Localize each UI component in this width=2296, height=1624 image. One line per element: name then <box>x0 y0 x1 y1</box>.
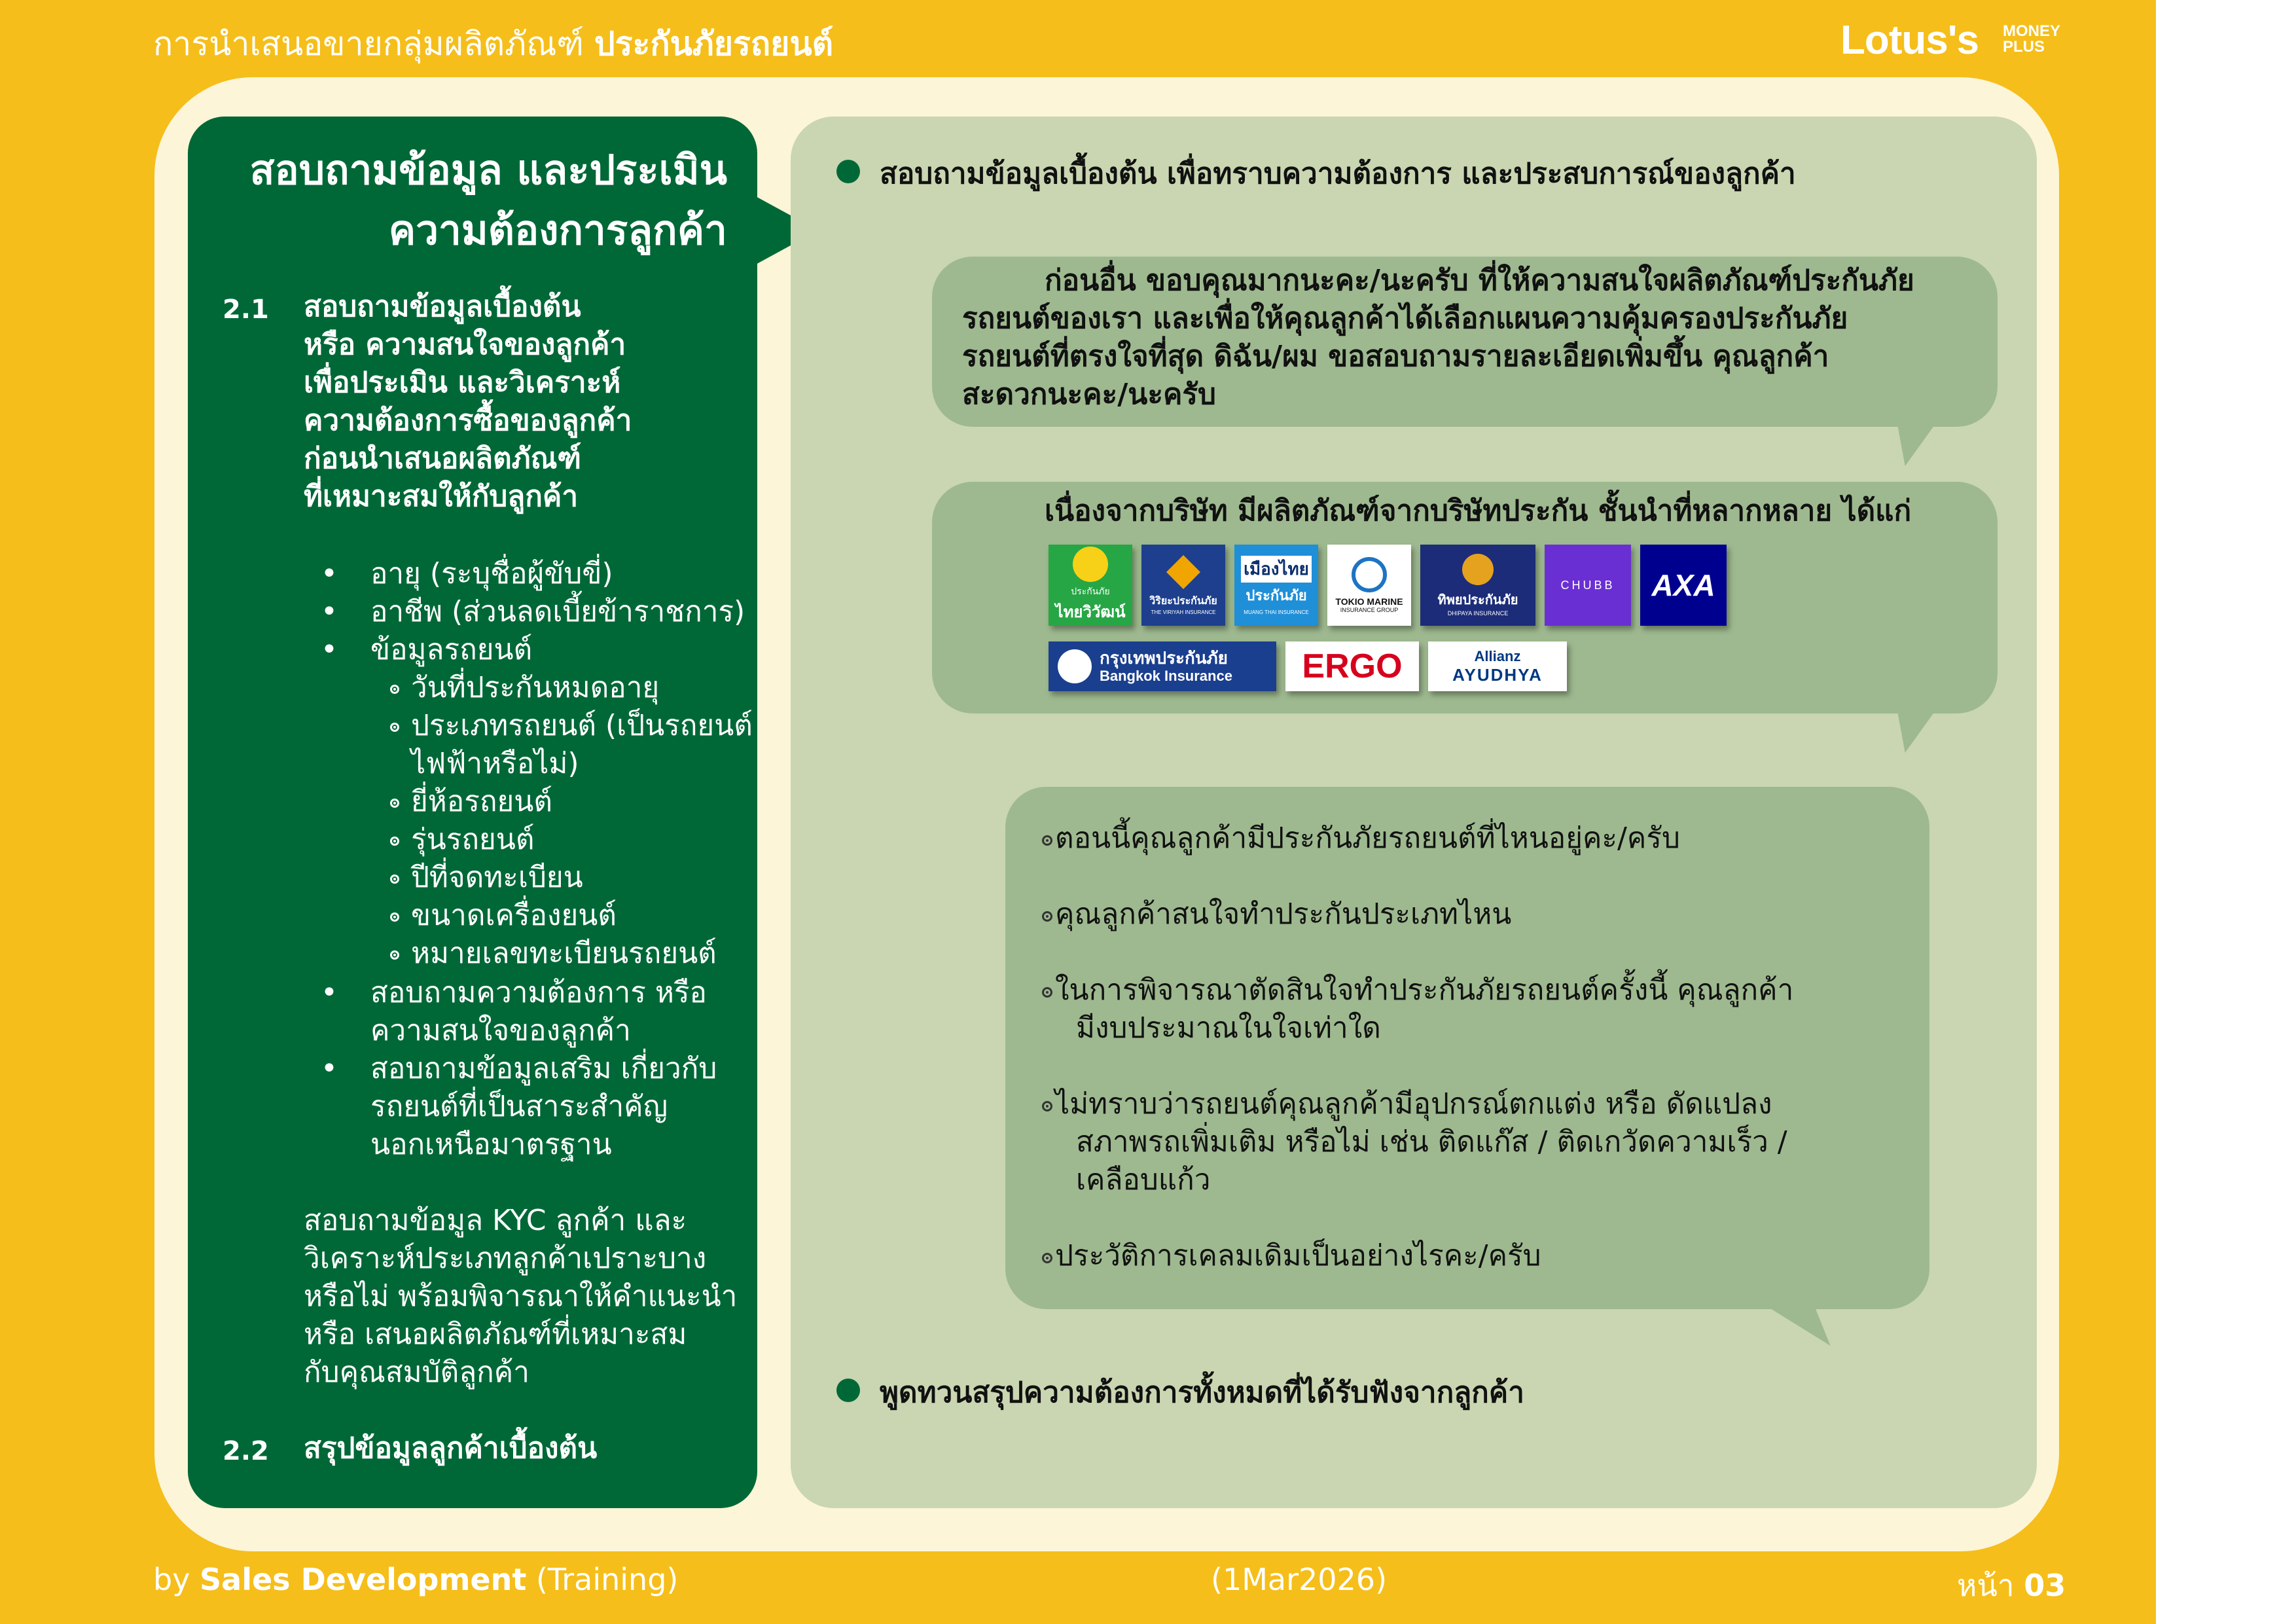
sub-car-model: รุ่นรถยนต์ <box>411 823 535 856</box>
question-1-line-1: ตอนนี้คุณลูกค้ามีประกันภัยรถยนต์ที่ไหนอยู่คะ/ครับ <box>1055 821 1680 855</box>
question-bullet-icon <box>1042 835 1052 846</box>
section-2-1-line-1: สอบถามข้อมูลเบื้องต้น <box>304 290 581 323</box>
sub-bullet-icon <box>390 799 399 808</box>
viriyah-en-text: THE VIRIYAH INSURANCE <box>1151 609 1216 615</box>
thaivivat-emblem <box>1073 547 1108 582</box>
sub-car-type-1: ประเภทรถยนต์ (เป็นรถยนต์ <box>411 709 753 742</box>
muangthai-logo <box>1234 545 1318 626</box>
question-5-line-1: ประวัติการเคลมเดิมเป็นอย่างไรคะ/ครับ <box>1055 1239 1541 1272</box>
bullet-extra-2: รถยนต์ที่เป็นสาระสำคัญ <box>370 1090 668 1123</box>
left-title-line-2: ความต้องการลูกค้า <box>388 206 727 254</box>
brand-subtitle <box>2003 24 2060 55</box>
sub-bullet-icon <box>390 685 399 694</box>
sub-engine-size: ขนาดเครื่องยนต์ <box>411 899 617 932</box>
question-4-line-1: ไม่ทราบว่ารถยนต์คุณลูกค้ามีอุปกรณ์ตกแต่ง หรือ ดัดแปลง <box>1055 1087 1772 1121</box>
section-2-1-line-4: ความต้องการซื้อของลูกค้า <box>304 404 632 437</box>
dhipaya-emblem <box>1462 554 1494 585</box>
muangthai-text-2: ประกันภัย <box>1246 586 1307 604</box>
footer-team: Sales Development <box>200 1562 527 1597</box>
question-bullet-icon <box>1042 911 1052 922</box>
bullet-marker: • <box>321 1052 338 1085</box>
tokio-marine-text-1: TOKIO MARINE <box>1335 596 1403 607</box>
dhipaya-text: ทิพยประกันภัย <box>1437 593 1518 607</box>
question-bullet-icon <box>1042 1101 1052 1111</box>
kyc-line-4: หรือ เสนอผลิตภัณฑ์ที่เหมาะสม <box>304 1318 687 1351</box>
footer-page-label: หน้า <box>1957 1568 2015 1603</box>
bullet-age: อายุ (ระบุชื่อผู้ขับขี่) <box>370 557 613 590</box>
question-3-line-2: มีงบประมาณในใจเท่าใด <box>1076 1011 1381 1045</box>
viriyah-emblem <box>1166 555 1200 589</box>
section-2-2-number: 2.2 <box>223 1436 269 1466</box>
tokio-marine-text-2: INSURANCE GROUP <box>1340 607 1399 613</box>
sub-plate-number: หมายเลขทะเบียนรถยนต์ <box>411 937 717 970</box>
chubb-text: CHUBB <box>1560 578 1615 592</box>
section-2-1-line-3: เพื่อประเมิน และวิเคราะห์ <box>304 366 621 399</box>
footer-credit <box>153 1562 678 1597</box>
speech-bubble-questions <box>1005 787 1929 1309</box>
bullet-car-info: ข้อมูลรถยนต์ <box>370 633 533 666</box>
section-2-1-line-5: ก่อนนำเสนอผลิตภัณฑ์ <box>304 442 581 475</box>
heading-bullet-icon <box>836 160 860 183</box>
ayudhya-text: AYUDHYA <box>1452 665 1543 685</box>
insurers-intro: เนื่องจากบริษัท มีผลิตภัณฑ์จากบริษัทประกัน ชั้นนำที่หลากหลาย ได้แก่ <box>1045 494 1912 528</box>
footer-training: (Training) <box>535 1562 679 1597</box>
footer-page-num: 03 <box>2024 1568 2066 1603</box>
header-title-prefix: การนำเสนอขายกลุ่มผลิตภัณฑ์ <box>153 25 584 63</box>
section-2-2-text: สรุปข้อมูลลูกค้าเบื้องต้น <box>304 1432 598 1465</box>
right-heading-2: พูดทวนสรุปความต้องการทั้งหมดที่ได้รับฟังจากลูกค้า <box>880 1376 1524 1409</box>
footer-by: by <box>153 1562 190 1597</box>
section-2-1-line-6: ที่เหมาะสมให้กับลูกค้า <box>304 480 579 513</box>
sub-car-brand: ยี่ห้อรถยนต์ <box>411 785 552 818</box>
question-bullet-icon <box>1042 987 1052 998</box>
right-heading-1: สอบถามข้อมูลเบื้องต้น เพื่อทราบความต้องการ และประสบการณ์ของลูกค้า <box>880 157 1796 190</box>
bullet-needs-2: ความสนใจของลูกค้า <box>370 1014 631 1047</box>
sub-bullet-icon <box>390 950 399 960</box>
bullet-extra-1: สอบถามข้อมูลเสริม เกี่ยวกับ <box>370 1052 717 1085</box>
muangthai-en-text: MUANG THAI INSURANCE <box>1244 609 1309 615</box>
thaivivat-logo <box>1049 545 1132 626</box>
section-2-1-number: 2.1 <box>223 295 269 325</box>
kyc-line-3: หรือไม่ พร้อมพิจารณาให้คำแนะนำ <box>304 1280 738 1313</box>
sub-reg-year: ปีที่จดทะเบียน <box>411 861 583 894</box>
bangkok-insurance-en-text: Bangkok Insurance <box>1100 668 1232 684</box>
sub-bullet-icon <box>390 875 399 884</box>
page-header-title <box>153 18 833 70</box>
bullet-marker: • <box>321 633 338 666</box>
muangthai-text-1: เมืองไทย <box>1241 556 1312 583</box>
bullet-marker: • <box>321 976 338 1009</box>
bullet-extra-3: นอกเหนือมาตรฐาน <box>370 1128 612 1161</box>
sub-bullet-icon <box>390 912 399 922</box>
bullet-needs-1: สอบถามความต้องการ หรือ <box>370 976 707 1009</box>
bullet-occupation: อาชีพ (ส่วนลดเบี้ยข้าราชการ) <box>370 595 745 628</box>
brand-name: Lotus's <box>1840 18 1979 63</box>
section-2-1-line-2: หรือ ความสนใจของลูกค้า <box>304 328 626 361</box>
sub-bullet-icon <box>390 837 399 846</box>
ergo-text: ERGO <box>1302 647 1403 685</box>
allianz-ayudhya-logo <box>1428 641 1567 691</box>
dhipaya-en-text: DHIPAYA INSURANCE <box>1447 610 1509 617</box>
viriyah-text: วิริยะประกันภัย <box>1149 596 1217 607</box>
bangkok-insurance-emblem <box>1058 649 1092 683</box>
header-title-product: ประกันภัยรถยนต์ <box>594 25 834 63</box>
question-4-line-2: สภาพรถเพิ่มเติม หรือไม่ เช่น ติดแก๊ส / ติดเกวัดความเร็ว / <box>1076 1125 1787 1159</box>
question-2-line-1: คุณลูกค้าสนใจทำประกันประเภทไหน <box>1055 897 1512 931</box>
heading-bullet-icon <box>836 1379 860 1402</box>
axa-text: AXA <box>1651 568 1715 602</box>
bangkok-insurance-logo <box>1049 641 1276 691</box>
thaivivat-small-text: ประกันภัย <box>1071 585 1110 596</box>
greeting-line-1: ก่อนอื่น ขอบคุณมากนะคะ/นะครับ ที่ให้ความสนใจผลิตภัณฑ์ประกันภัย <box>1045 264 1914 297</box>
kyc-line-1: สอบถามข้อมูล KYC ลูกค้า และ <box>304 1204 687 1237</box>
question-4-line-3: เคลือบแก้ว <box>1076 1163 1211 1197</box>
bullet-marker: • <box>321 557 338 590</box>
greeting-line-2: รถยนต์ของเรา และเพื่อให้คุณลูกค้าได้เลือกแผนความคุ้มครองประกันภัย <box>962 302 1848 335</box>
brand-sub-plus: PLUS <box>2003 38 2045 56</box>
sub-expiry-date: วันที่ประกันหมดอายุ <box>411 671 660 704</box>
greeting-line-4: สะดวกนะคะ/นะครับ <box>962 378 1216 411</box>
tokio-marine-emblem <box>1352 557 1387 592</box>
greeting-line-3: รถยนต์ที่ตรงใจที่สุด ดิฉัน/ผม ขอสอบถามรายละเอียดเพิ่มขึ้น คุณลูกค้า <box>962 340 1829 373</box>
kyc-line-5: กับคุณสมบัติลูกค้า <box>304 1356 529 1389</box>
thaivivat-text: ไทยวิวัฒน์ <box>1055 603 1126 621</box>
sub-car-type-2: ไฟฟ้าหรือไม่) <box>411 747 579 780</box>
ergo-logo <box>1285 641 1419 691</box>
dhipaya-logo <box>1420 545 1535 626</box>
bangkok-insurance-th-text: กรุงเทพประกันภัย <box>1100 648 1228 668</box>
allianz-text: Allianz <box>1474 648 1521 664</box>
kyc-line-2: วิเคราะห์ประเภทลูกค้าเปราะบาง <box>304 1242 707 1275</box>
viriyah-logo <box>1141 545 1225 626</box>
question-3-line-1: ในการพิจารณาตัดสินใจทำประกันภัยรถยนต์ครั้งนี้ คุณลูกค้า <box>1055 973 1794 1007</box>
bullet-marker: • <box>321 595 338 628</box>
footer-page-number <box>1957 1562 2066 1610</box>
tokio-marine-logo <box>1327 545 1411 626</box>
chubb-logo <box>1545 545 1631 626</box>
question-bullet-icon <box>1042 1253 1052 1263</box>
sub-bullet-icon <box>390 723 399 732</box>
brand-sub-money: MONEY <box>2003 22 2061 40</box>
axa-logo <box>1640 545 1727 626</box>
left-title-line-1: สอบถามข้อมูล และประเมิน <box>249 146 727 194</box>
footer-date: (1Mar2026) <box>1211 1562 1388 1597</box>
left-panel-title <box>250 140 727 261</box>
lotuss-money-plus-logo <box>1840 17 2061 63</box>
